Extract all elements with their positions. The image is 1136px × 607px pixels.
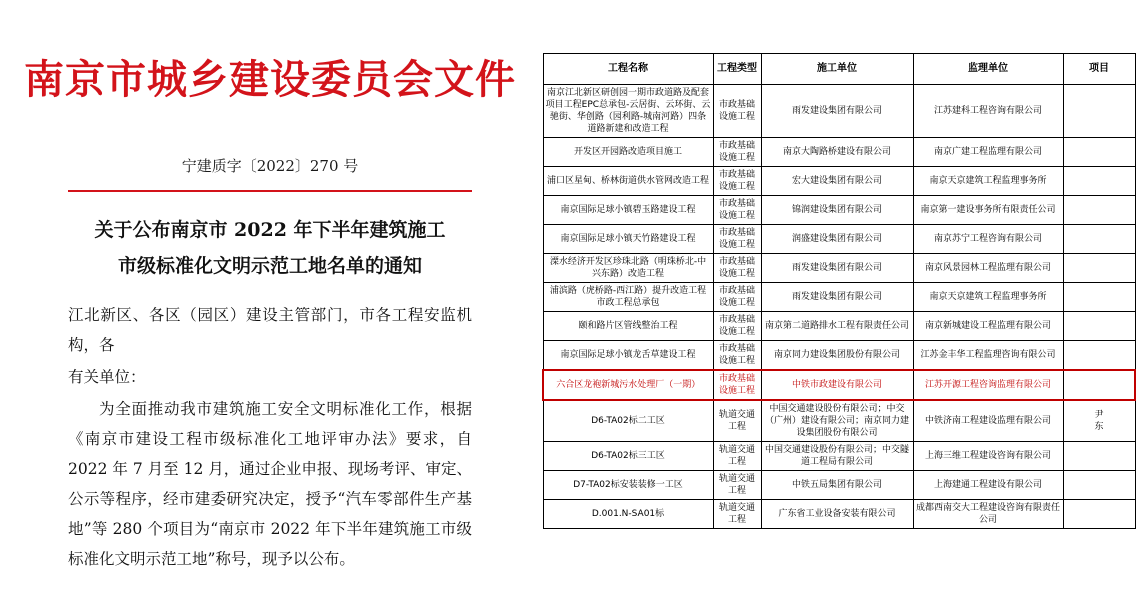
cell-project-type: 市政基础设施工程 (713, 85, 761, 138)
column-header-extra: 项目 (1063, 54, 1135, 85)
table-header-row (543, 54, 1135, 85)
cell-extra (1063, 138, 1135, 167)
table-row (543, 196, 1135, 225)
document-subject-line-2: 市级标准化文明示范工地名单的通知 (117, 255, 422, 277)
cell-builder: 雨发建设集团有限公司 (761, 283, 913, 312)
cell-builder: 中铁五局集团有限公司 (761, 471, 913, 500)
cell-extra (1063, 341, 1135, 371)
cell-project-name: 颐和路片区管线整治工程 (543, 312, 713, 341)
project-list-document (540, 0, 1109, 607)
cell-builder: 宏大建设集团有限公司 (761, 167, 913, 196)
project-table (542, 53, 1136, 529)
cell-supervisor: 南京风景园林工程监理有限公司 (913, 254, 1063, 283)
table-row (543, 341, 1135, 371)
cell-supervisor: 中铁济南工程建设监理有限公司 (913, 400, 1063, 442)
table-row (543, 500, 1135, 529)
cell-extra (1063, 225, 1135, 254)
cell-project-name: D7-TA02标安装装修一工区 (543, 471, 713, 500)
cell-supervisor: 上海建通工程建设有限公司 (913, 471, 1063, 500)
cell-extra (1063, 85, 1135, 138)
cell-supervisor: 成都西南交大工程建设咨询有限责任公司 (913, 500, 1063, 529)
document-paragraph: 为全面推动我市建筑施工安全文明标准化工作，根据《南京市建设工程市级标准化工地评审办法》要求，自 2022 年 7 月至 12 月，通过企业申报、现场考评、审定、公示等程序，经市建委研究决定，授予“汽车零部件生产基地”等 280 个项目为“南京市 2022 年下半年建筑施工市级标准化文明示范工地”称号，现予以公布。 (68, 400, 472, 568)
cell-project-type: 市政基础设施工程 (713, 341, 761, 371)
table-row (543, 442, 1135, 471)
cell-builder: 南京第二道路排水工程有限责任公司 (761, 312, 913, 341)
cell-supervisor: 江苏开源工程咨询监理有限公司 (913, 370, 1063, 400)
cell-project-type: 市政基础设施工程 (713, 138, 761, 167)
table-row (543, 283, 1135, 312)
cell-project-name: 六合区龙袍新城污水处理厂（一期） (543, 370, 713, 400)
document-body (68, 300, 472, 576)
cell-builder: 锦润建设集团有限公司 (761, 196, 913, 225)
document-subject (68, 212, 472, 284)
cell-supervisor: 南京第一建设事务所有限责任公司 (913, 196, 1063, 225)
cell-extra (1063, 283, 1135, 312)
cell-project-name: 浦口区星甸、桥林街道供水管网改造工程 (543, 167, 713, 196)
cell-project-name: 南京国际足球小镇碧玉路建设工程 (543, 196, 713, 225)
cell-extra (1063, 196, 1135, 225)
column-header-project-type: 工程类型 (713, 54, 761, 85)
document-number: 宁建质字〔2022〕270 号 (181, 157, 359, 175)
cell-builder: 中铁市政建设有限公司 (761, 370, 913, 400)
table-row (543, 400, 1135, 442)
cell-builder: 中国交通建设股份有限公司；中交（广州）建设有限公司；南京同力建设集团股份有限公司 (761, 400, 913, 442)
cell-project-type: 市政基础设施工程 (713, 283, 761, 312)
cell-project-type: 市政基础设施工程 (713, 225, 761, 254)
cell-builder: 广东省工业设备安装有限公司 (761, 500, 913, 529)
cell-supervisor: 江苏金丰华工程监理咨询有限公司 (913, 341, 1063, 371)
cell-supervisor: 南京天京建筑工程监理事务所 (913, 283, 1063, 312)
cell-project-type: 轨道交通工程 (713, 442, 761, 471)
cell-project-type: 市政基础设施工程 (713, 254, 761, 283)
cell-extra (1063, 370, 1135, 400)
cell-project-type: 市政基础设施工程 (713, 312, 761, 341)
cell-builder: 润盛建设集团有限公司 (761, 225, 913, 254)
cell-project-name: 溧水经济开发区珍珠北路（明珠桥北-中兴东路）改造工程 (543, 254, 713, 283)
cell-project-name: D.001.N-SA01标 (543, 500, 713, 529)
table-row (543, 85, 1135, 138)
cell-project-type: 市政基础设施工程 (713, 370, 761, 400)
cell-project-type: 轨道交通工程 (713, 500, 761, 529)
cell-project-name: D6-TA02标三工区 (543, 442, 713, 471)
cell-extra (1063, 442, 1135, 471)
table-row (543, 167, 1135, 196)
table-row (543, 312, 1135, 341)
red-divider-rule (68, 190, 472, 192)
cell-supervisor: 南京新城建设工程监理有限公司 (913, 312, 1063, 341)
cell-project-type: 市政基础设施工程 (713, 196, 761, 225)
cell-extra (1063, 500, 1135, 529)
cell-project-name: 开发区开园路改造项目施工 (543, 138, 713, 167)
column-header-supervisor: 监理单位 (913, 54, 1063, 85)
cell-extra (1063, 167, 1135, 196)
cell-extra (1063, 312, 1135, 341)
cell-supervisor: 南京天京建筑工程监理事务所 (913, 167, 1063, 196)
column-header-builder: 施工单位 (761, 54, 913, 85)
table-row (543, 225, 1135, 254)
cell-project-name: 南京国际足球小镇龙舌草建设工程 (543, 341, 713, 371)
cell-project-type: 市政基础设施工程 (713, 167, 761, 196)
cell-extra (1063, 254, 1135, 283)
cell-supervisor: 南京苏宁工程咨询有限公司 (913, 225, 1063, 254)
cell-extra: 尹 东 (1063, 400, 1135, 442)
cell-project-name: D6-TA02标二工区 (543, 400, 713, 442)
cell-project-type: 轨道交通工程 (713, 400, 761, 442)
cell-project-name: 南京江北新区研创园一期市政道路及配套项目工程EPC总承包-云居街、云环街、云驰街、华创路（园利路-城南河路）四条道路新建和改造工程 (543, 85, 713, 138)
cell-builder: 雨发建设集团有限公司 (761, 85, 913, 138)
cell-supervisor: 上海三维工程建设咨询有限公司 (913, 442, 1063, 471)
cell-supervisor: 江苏建科工程咨询有限公司 (913, 85, 1063, 138)
column-header-project-name: 工程名称 (543, 54, 713, 85)
official-document (0, 0, 540, 607)
document-paragraph: 江北新区、各区（园区）建设主管部门，市各工程安监机构，各 (68, 306, 472, 354)
cell-builder: 雨发建设集团有限公司 (761, 254, 913, 283)
document-subject-line-1: 关于公布南京市 2022 年下半年建筑施工 (94, 219, 446, 241)
document-title: 南京市城乡建设委员会文件 (24, 56, 516, 103)
document-paragraph: 有关单位： (68, 368, 146, 386)
cell-project-name: 南京国际足球小镇天竹路建设工程 (543, 225, 713, 254)
cell-builder: 南京大陶路桥建设有限公司 (761, 138, 913, 167)
table-row (543, 138, 1135, 167)
cell-extra (1063, 471, 1135, 500)
table-row (543, 370, 1135, 400)
table-row (543, 471, 1135, 500)
cell-project-name: 浦滨路（虎桥路-西江路）提升改造工程市政工程总承包 (543, 283, 713, 312)
cell-builder: 南京同力建设集团股份有限公司 (761, 341, 913, 371)
cell-project-type: 轨道交通工程 (713, 471, 761, 500)
cell-builder: 中国交通建设股份有限公司；中交隧道工程局有限公司 (761, 442, 913, 471)
cell-supervisor: 南京广建工程监理有限公司 (913, 138, 1063, 167)
table-row (543, 254, 1135, 283)
